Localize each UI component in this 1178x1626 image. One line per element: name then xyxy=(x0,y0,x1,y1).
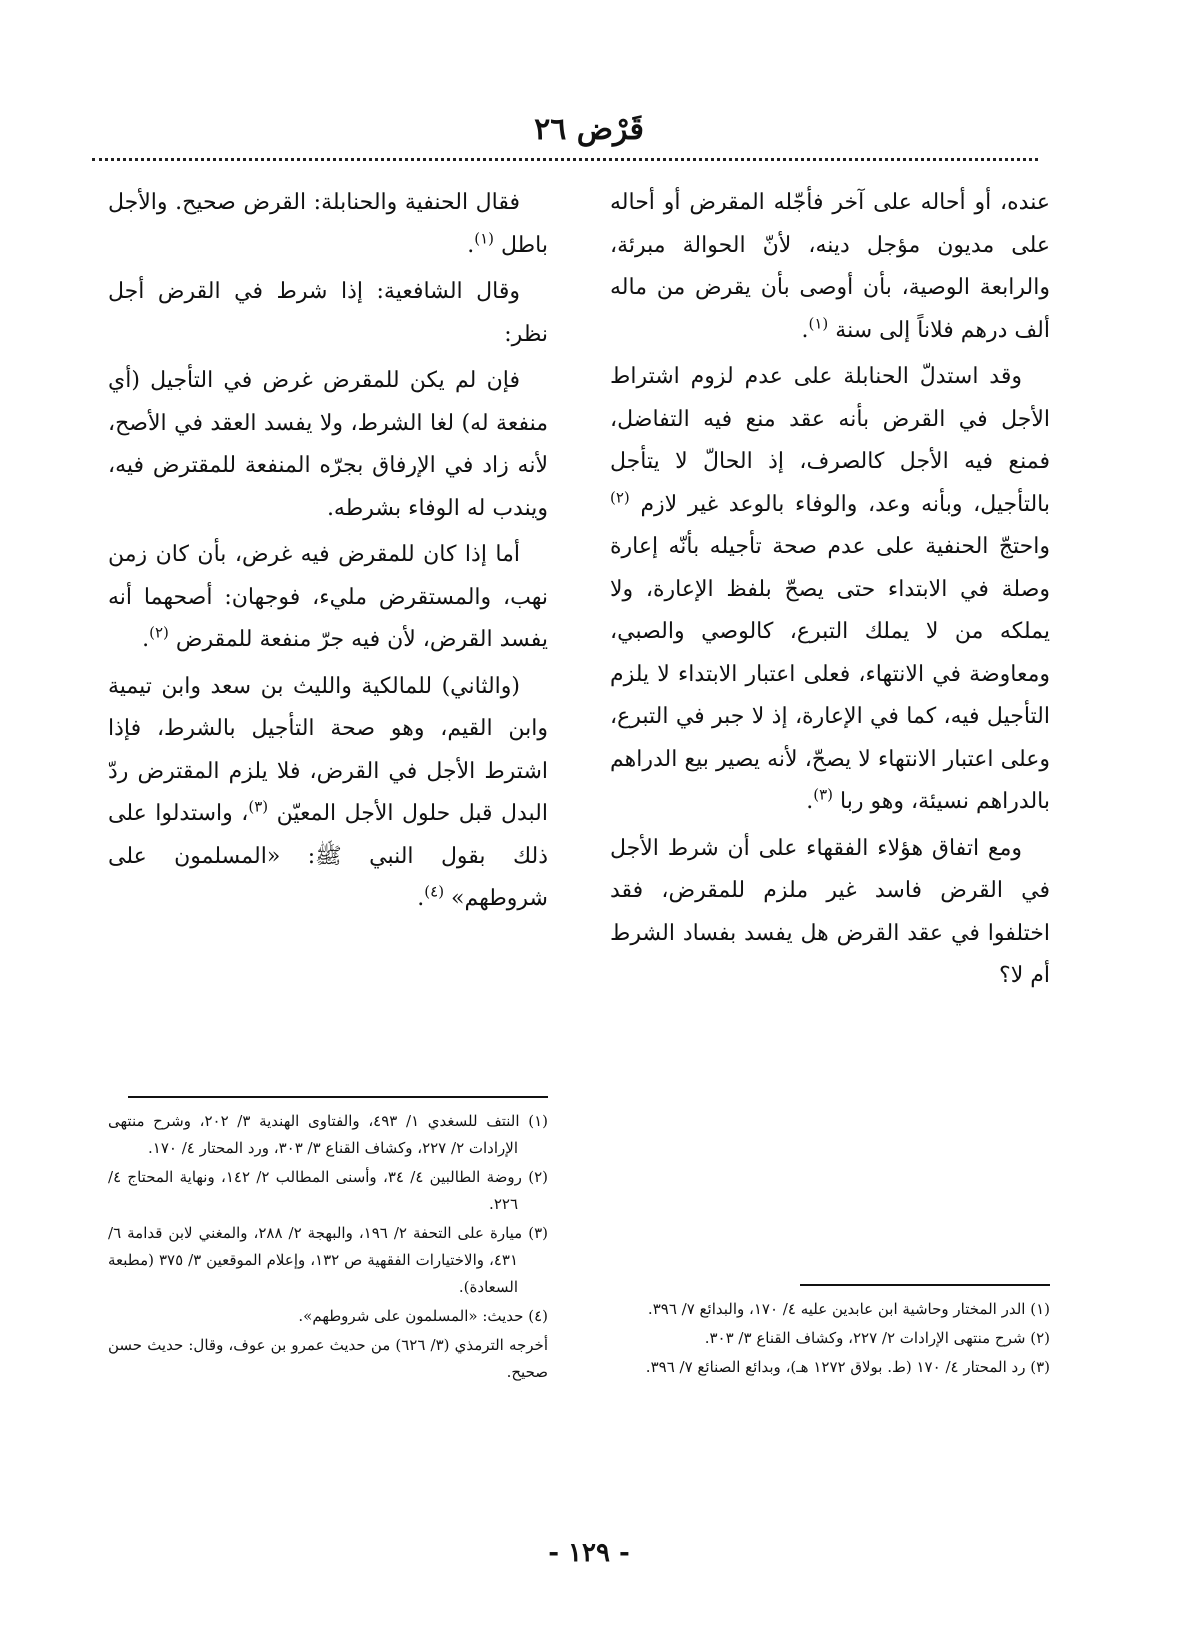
footnote: (٣) ميارة على التحفة ٢/ ١٩٦، والبهجة ٢/ ٢٨٨، والمغني لابن قدامة ٦/ ٤٣١، والاختيارات الفقهية ص ١٣٢، وإعلام الموقعين ٣/ ٣٧٥ (مطبعة السعادة). xyxy=(108,1224,548,1296)
footnote: (٤) حديث: «المسلمون على شروطهم». xyxy=(298,1307,548,1325)
footnote-ref: (٣) xyxy=(248,797,269,816)
left-footnotes xyxy=(108,1108,548,1386)
footnote-continuation: أخرجه الترمذي (٣/ ٦٢٦) من حديث عمرو بن عوف، وقال: حديث حسن صحيح. xyxy=(108,1336,548,1381)
footnote-ref: (١) xyxy=(808,314,829,333)
right-column xyxy=(610,182,1050,998)
footnote-rule xyxy=(800,1284,1050,1286)
right-footnotes xyxy=(610,1296,1050,1383)
footnote: (٢) شرح منتهى الإرادات ٢/ ٢٢٧، وكشاف القناع ٣/ ٣٠٣. xyxy=(704,1329,1050,1347)
paragraph: وقال الشافعية: إذا شرط في القرض أجل نظر: xyxy=(108,279,548,347)
paragraph: فقال الحنفية والحنابلة: القرض صحيح. والأجل باطل $^{(١)}$. xyxy=(108,190,548,258)
paragraph: وقد استدلّ الحنابلة على عدم لزوم اشتراط الأجل في القرض بأنه عقد منع فيه التفاضل، فمنع فيه الأجل كالصرف، إذ الحالّ لا يتأجل بالتأجيل، وبأنه وعد، والوفاء بالوعد غير لازم $^{(٢)}$ واحتجّ الحنفية على عدم صحة تأجيله بأنّه إعارة وصلة في الابتداء حتى يصحّ بلفظ الإعارة، ولا يملكه من لا يملك التبرع، كالوصي والصبي، ومعاوضة في الانتهاء، فعلى اعتبار الابتداء لا يلزم التأجيل فيه، كما في الإعارة، إذ لا جبر في التبرع، وعلى اعتبار الانتهاء لا يصحّ، لأنه يصير بيع الدراهم بالدراهم نسيئة، وهو ربا $^{(٣)}$. xyxy=(610,364,1050,814)
footnote-ref: (٢) xyxy=(149,623,169,642)
footnote-ref: (٣) xyxy=(813,785,833,804)
paragraph: عنده، أو أحاله على آخر فأجّله المقرض أو أحاله على مديون مؤجل دينه، لأنّ الحوالة مبرئة، والرابعة الوصية، بأن أوصى بأن يقرض من ماله ألف درهم فلاناً إلى سنة $^{(١)}$. xyxy=(610,190,1050,343)
footnote: (٢) روضة الطالبين ٤/ ٣٤، وأسنى المطالب ٢/ ١٤٢، ونهاية المحتاج ٤/ ٢٢٦. xyxy=(108,1168,548,1213)
paragraph: ومع اتفاق هؤلاء الفقهاء على أن شرط الأجل في القرض فاسد غير ملزم للمقرض، فقد اختلفوا في عقد القرض هل يفسد بفساد الشرط أم لا؟ xyxy=(610,835,1050,988)
footnote: (١) النتف للسغدي ١/ ٤٩٣، والفتاوى الهندية ٣/ ٢٠٢، وشرح منتهى الإرادات ٢/ ٢٢٧، وكشاف القناع ٣/ ٣٠٣، ورد المحتار ٤/ ١٧٠. xyxy=(108,1112,548,1157)
footnote: (١) الدر المختار وحاشية ابن عابدين عليه ٤/ ١٧٠، والبدائع ٧/ ٣٩٦. xyxy=(647,1300,1050,1318)
paragraph: أما إذا كان للمقرض فيه غرض، بأن كان زمن نهب، والمستقرض مليء، فوجهان: أصحهما أنه يفسد القرض، لأن فيه جرّ منفعة للمقرض $^{(٢)}$. xyxy=(108,542,548,652)
footnote-rule xyxy=(128,1096,548,1098)
left-column xyxy=(108,182,548,921)
footnote-ref: (١) xyxy=(474,229,494,248)
paragraph: فإن لم يكن للمقرض غرض في التأجيل (أي منفعة له) لغا الشرط، ولا يفسد العقد في الأصح، لأنه زاد في الإرفاق بجرّه المنفعة للمقترض فيه، ويندب له الوفاء بشرطه. xyxy=(108,368,548,521)
footnote-ref: (٤) xyxy=(424,882,445,901)
running-head: قَرْض ٢٦ xyxy=(534,112,644,147)
footnote-ref: (٢) xyxy=(610,488,630,507)
footnote: (٣) رد المحتار ٤/ ١٧٠ (ط. بولاق ١٢٧٢ هـ)، وبدائع الصنائع ٧/ ٣٩٦. xyxy=(645,1358,1050,1376)
header-dotted-rule xyxy=(92,158,1038,161)
page-number: - ١٢٩ - xyxy=(548,1538,630,1568)
paragraph: (والثاني) للمالكية والليث بن سعد وابن تيمية وابن القيم، وهو صحة التأجيل بالشرط، فإذا اشترط الأجل في القرض، فلا يلزم المقترض ردّ البدل قبل حلول الأجل المعيّن $^{(٣)}$، واستدلوا على ذلك بقول النبي ﷺ: «المسلمون على شروطهم» $^{(٤)}$. xyxy=(108,673,548,911)
